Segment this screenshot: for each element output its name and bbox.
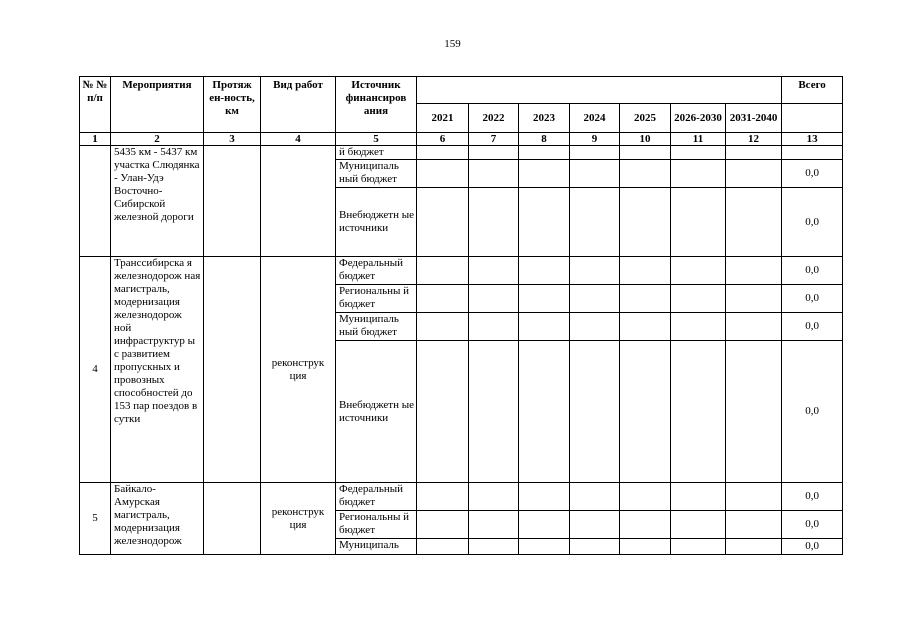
header-year: 2024: [570, 104, 620, 133]
header-years-group: [417, 77, 782, 104]
header-total: Всего: [782, 77, 843, 104]
length-cell: [204, 146, 261, 257]
column-number: 9: [570, 133, 620, 146]
column-number: 10: [620, 133, 671, 146]
page-number: 159: [444, 38, 461, 50]
funding-source: Федеральный бюджет: [336, 257, 417, 285]
funding-source: Муниципаль: [336, 539, 417, 555]
column-number: 2: [111, 133, 204, 146]
total-value: 0,0: [782, 313, 843, 341]
funding-source: Муниципаль ный бюджет: [336, 160, 417, 188]
header-length: Протяж ен-ность, км: [204, 77, 261, 133]
total-value: 0,0: [782, 285, 843, 313]
measure-text: Байкало-Амурская магистраль, модернизация железнодорож: [111, 483, 204, 555]
column-number: 11: [671, 133, 726, 146]
funding-source: Внебюджетн ые источники: [336, 188, 417, 257]
total-value: 0,0: [782, 483, 843, 511]
total-value: [782, 146, 843, 160]
header-number: № № п/п: [80, 77, 111, 133]
column-number: 8: [519, 133, 570, 146]
header-year: 2022: [469, 104, 519, 133]
row-number: [80, 146, 111, 257]
total-value: 0,0: [782, 188, 843, 257]
work-type: реконструк ция: [261, 257, 336, 483]
header-measures: Мероприятия: [111, 77, 204, 133]
header-year: 2031-2040: [726, 104, 782, 133]
header-year: 2026-2030: [671, 104, 726, 133]
table-row: [80, 146, 843, 160]
header-year: 2023: [519, 104, 570, 133]
header-year: 2021: [417, 104, 469, 133]
header-total-blank: [782, 104, 843, 133]
header-funding-source: Источник финансиров ания: [336, 77, 417, 133]
work-type: реконструк ция: [261, 483, 336, 555]
column-number: 3: [204, 133, 261, 146]
length-cell: [204, 483, 261, 555]
column-numbers-row: [80, 133, 843, 146]
total-value: 0,0: [782, 341, 843, 483]
measure-text: 5435 км - 5437 км участка Слюдянка - Улан-Удэ Восточно-Сибирской железной дороги: [111, 146, 204, 257]
column-number: 13: [782, 133, 843, 146]
header-row: [80, 77, 843, 104]
column-number: 1: [80, 133, 111, 146]
total-value: 0,0: [782, 511, 843, 539]
funding-source: й бюджет: [336, 146, 417, 160]
header-year: 2025: [620, 104, 671, 133]
column-number: 5: [336, 133, 417, 146]
row-number: 4: [80, 257, 111, 483]
column-number: 7: [469, 133, 519, 146]
column-number: 12: [726, 133, 782, 146]
funding-source: Региональны й бюджет: [336, 511, 417, 539]
funding-source: Федеральный бюджет: [336, 483, 417, 511]
funding-source: Муниципаль ный бюджет: [336, 313, 417, 341]
row-number: 5: [80, 483, 111, 555]
column-number: 6: [417, 133, 469, 146]
column-number: 4: [261, 133, 336, 146]
total-value: 0,0: [782, 539, 843, 555]
table-row: [80, 257, 843, 285]
length-cell: [204, 257, 261, 483]
funding-source: Внебюджетн ые источники: [336, 341, 417, 483]
work-type: [261, 146, 336, 257]
measure-text: Транссибирска я железнодорож ная магистраль, модернизация железнодорож ной инфраструктур ы с развитием пропускных и провозных способностей до 153 пар поездов в сутки: [111, 257, 204, 483]
total-value: 0,0: [782, 160, 843, 188]
header-work-type: Вид работ: [261, 77, 336, 133]
funding-source: Региональны й бюджет: [336, 285, 417, 313]
table-row: [80, 483, 843, 511]
total-value: 0,0: [782, 257, 843, 285]
financing-table: [79, 76, 843, 555]
